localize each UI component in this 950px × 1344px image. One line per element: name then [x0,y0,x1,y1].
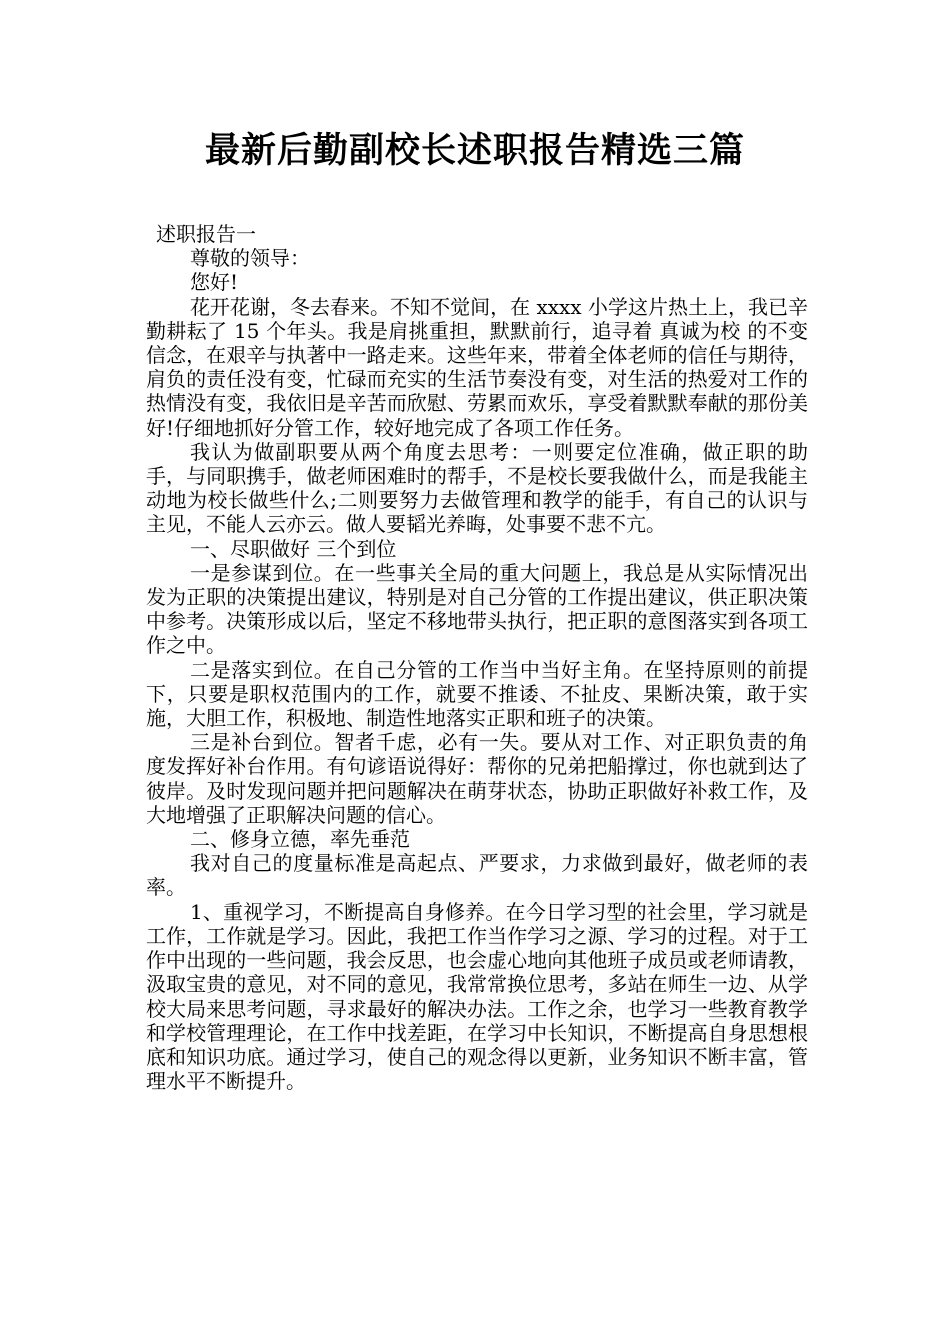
paragraph-standard: 我对自己的度量标准是高起点、严要求，力求做到最好，做老师的表率。 [146,851,808,900]
paragraph-intro: 花开花谢，冬去春来。不知不觉间，在 xxxx 小学这片热土上，我已辛勤耕耘了 15 个年头。我是肩挑重担，默默前行，追寻着 真诚为校 的不变信念，在艰辛与执著中一路走来。这些年来，带着全体老师的信任与期待，肩负的责任没有变，忙碌而充实的生活节奏没有变，对生活的热爱对工作的热情没有变，我依旧是辛苦而欣慰、劳累而欢乐，享受着默默奉献的那份美好!仔细地抓好分管工作，较好地完成了各项工作任务。 [146,294,808,440]
document-title: 最新后勤副校长述职报告精选三篇 [204,131,745,171]
paragraph-learning: 1、重视学习，不断提高自身修养。在今日学习型的社会里，学习就是工作，工作就是学习。因此，我把工作当作学习之源、学习的过程。对于工作中出现的一些问题，我会反思，也会虚心地向其他班子成员或老师请教，汲取宝贵的意见，对不同的意见，我常常换位思考，多站在师生一边、从学校大局来思考问题，寻求最好的解决办法。工作之余，也学习一些教育教学和学校管理理论，在工作中找差距，在学习中长知识，不断提高自身思想根底和知识功底。通过学习，使自己的观念得以更新，业务知识不断丰富，管理水平不断提升。 [146,899,808,1094]
paragraph-advisor: 一是参谋到位。在一些事关全局的重大问题上，我总是从实际情况出发为正职的决策提出建议，特别是对自己分管的工作提出建议，供正职决策中参考。决策形成以后，坚定不移地带头执行，把正职的意图落实到各项工作之中。 [146,560,808,658]
section-heading-1: 一、尽职做好 三个到位 [190,536,397,561]
document-body [146,222,808,1093]
salutation: 尊敬的领导： [190,246,310,271]
greeting: 您好! [190,270,239,295]
paragraph-support: 三是补台到位。智者千虑，必有一失。要从对工作、对正职负责的角度发挥好补台作用。有句谚语说得好：帮你的兄弟把船撑过，你也就到达了彼岸。及时发现问题并把问题解决在萌芽状态，协助正职做好补救工作，及大地增强了正职解决问题的信心。 [146,730,808,827]
section-heading-2: 二、修身立德，率先垂范 [190,827,410,852]
paragraph-role: 我认为做副职要从两个角度去思考：一则要定位准确，做正职的助手，与同职携手，做老师困难时的帮手，不是校长要我做什么，而是我能主动地为校长做些什么;二则要努力去做管理和教学的能手，有自己的认识与主见，不能人云亦云。做人要韬光养晦，处事要不悲不亢。 [146,439,808,537]
paragraph-implement: 二是落实到位。在自己分管的工作当中当好主角。在坚持原则的前提下，只要是职权范围内的工作，就要不推诿、不扯皮、果断决策，敢于实施，大胆工作，积极地、制造性地落实正职和班子的决策。 [146,657,808,731]
report-heading: 述职报告一 [156,222,256,246]
